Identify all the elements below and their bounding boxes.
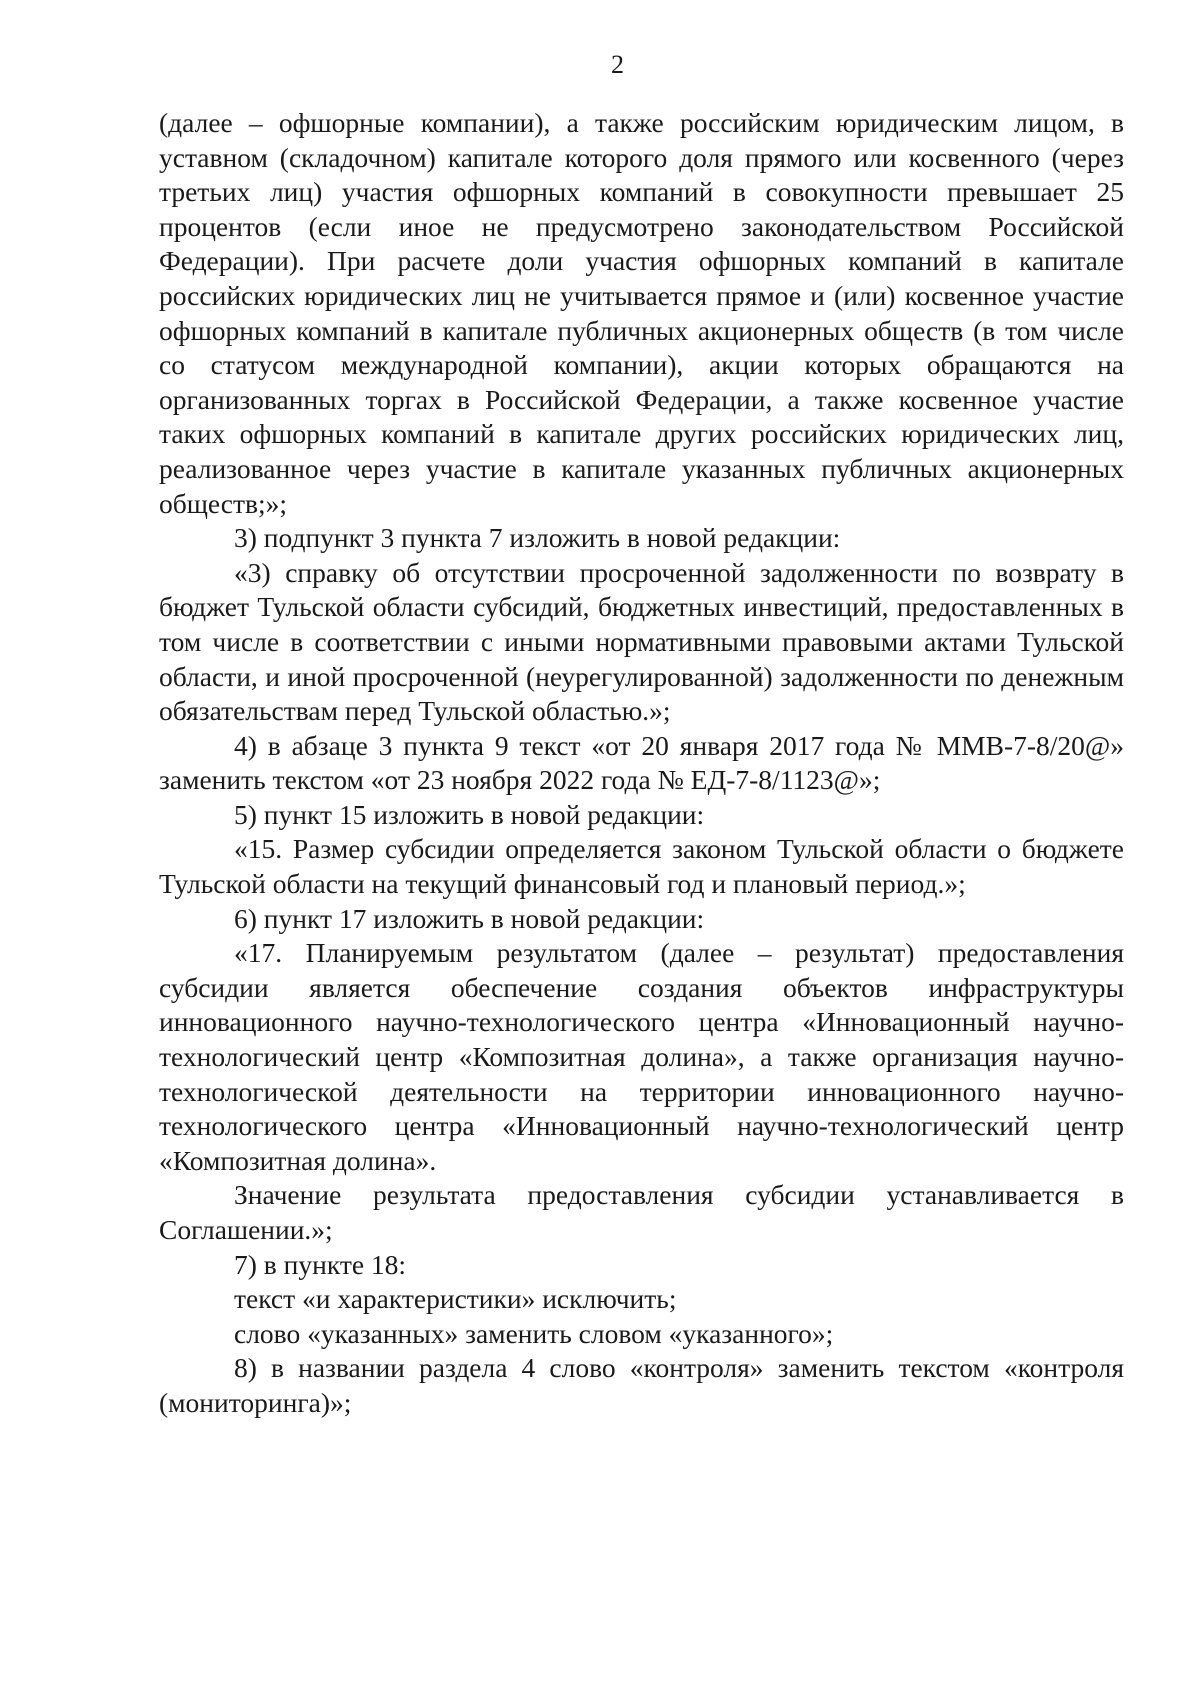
paragraph-item-4: 4) в абзаце 3 пункта 9 текст «от 20 января 2017 года № ММВ-7-8/20@» заменить текстом «от 23 ноября 2022 года № ЕД-7-8/1123@»; <box>159 729 1124 796</box>
paragraph-item-3: 3) подпункт 3 пункта 7 изложить в новой редакции: <box>234 522 841 554</box>
paragraph-item-5-text: «15. Размер субсидии определяется законом Тульской области о бюджете Тульской области на текущий финансовый год и плановый период.»; <box>159 833 1124 900</box>
paragraph-item-7-b: слово «указанных» заменить словом «указанного»; <box>234 1317 834 1349</box>
paragraph-result-value: Значение результата предоставления субсидии устанавливается в Соглашении.»; <box>159 1179 1124 1245</box>
paragraph-item-3-text: «3) справку об отсутствии просроченной задолженности по возврату в бюджет Тульской области субсидий, бюджетных инвестиций, предоставленных в том числе в соответствии с иными нормативными правовыми актами Тульской области, и иной просроченной (неурегулированной) задолженности по денежным обязательствам перед Тульской областью.»; <box>159 556 1124 727</box>
paragraph-item-6-text: «17. Планируемым результатом (далее – результат) предоставления субсидии является обеспечение создания объектов инфраструктуры инновационного научно-технологического центра «Инновационный научно-технологический центр «Композитная долина», а также организация научно-технологической деятельности на территории инновационного научно-технологического центра «Инновационный научно-технологический центр «Композитная долина». <box>159 937 1124 1176</box>
paragraph-item-6: 6) пункт 17 изложить в новой редакции: <box>234 902 705 934</box>
paragraph-item-5: 5) пункт 15 изложить в новой редакции: <box>234 798 705 830</box>
page-number: 2 <box>611 50 624 79</box>
paragraph-item-7-a: текст «и характеристики» исключить; <box>234 1283 677 1315</box>
paragraph-item-7: 7) в пункте 18: <box>234 1248 407 1280</box>
paragraph-continuation: (далее – офшорные компании), а также российским юридическим лицом, в уставном (складочном) капитале которого доля прямого или косвенного (через третьих лиц) участия офшорных компаний в совокупности превышает 25 процентов (если иное не предусмотрено законодательством Российской Федерации). При расчете доли участия офшорных компаний в капитале российских юридических лиц не учитывается прямое и (или) косвенное участие офшорных компаний в капитале публичных акционерных обществ (в том числе со статусом международной компании), акции которых обращаются на организованных торгах в Российской Федерации, а также косвенное участие таких офшорных компаний в капитале других российских юридических лиц, реализованное через участие в капитале указанных публичных акционерных обществ;»; <box>159 107 1124 519</box>
paragraph-item-8: 8) в названии раздела 4 слово «контроля» заменить текстом «контроля (мониторинга)»; <box>159 1352 1124 1418</box>
document-body <box>159 106 1124 1421</box>
